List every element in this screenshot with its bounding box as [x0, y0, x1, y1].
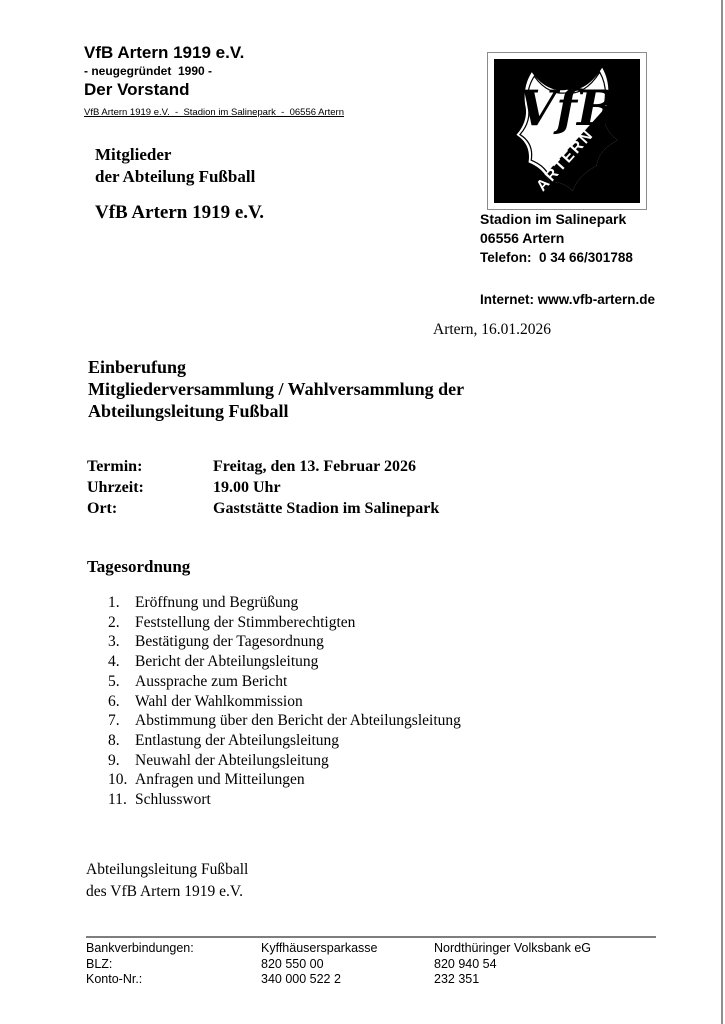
footer-bank2-blz: 820 940 54 — [434, 956, 497, 971]
logo-banner: ARTERN — [533, 125, 598, 195]
meeting-label: Uhrzeit: — [87, 479, 144, 496]
footer-row-banks — [86, 941, 656, 957]
meeting-value: Gaststätte Stadion im Salinepark — [213, 500, 440, 517]
footer-row-blz — [86, 957, 656, 973]
agenda-title: Tagesordnung — [87, 557, 191, 576]
date-line: Artern, 16.01.2026 — [433, 321, 551, 338]
page-edge-line — [721, 0, 723, 1024]
recipient-line-1: Mitglieder — [95, 145, 172, 164]
agenda-item: Neuwahl der Abteilungsleitung — [135, 751, 329, 769]
subject-line-3: Abteilungsleitung Fußball — [88, 401, 289, 421]
footer-bank2-konto: 232 351 — [434, 972, 480, 986]
meeting-row-ort — [87, 498, 439, 519]
agenda-item: Anfragen und Mitteilungen — [135, 771, 305, 789]
agenda-item: Abstimmung über den Bericht der Abteilungsleitung — [135, 712, 461, 730]
sender-line: VfB Artern 1919 e.V. - Stadion im Salinepark - 06556 Artern — [84, 107, 344, 118]
contact-address-line-2: 06556 Artern — [480, 230, 565, 246]
meeting-row-termin — [87, 456, 439, 477]
contact-phone: Telefon: 0 34 66/301788 — [480, 250, 633, 265]
footer-bank1-blz: 820 550 00 — [261, 956, 324, 971]
footer-row-konto — [86, 972, 656, 988]
footer-label: Konto-Nr.: — [86, 972, 143, 986]
agenda-item: Bericht der Abteilungsleitung — [135, 653, 319, 671]
signature-line-1: Abteilungsleitung Fußball — [86, 861, 249, 878]
meeting-value: Freitag, den 13. Februar 2026 — [213, 458, 416, 475]
recipient-name: VfB Artern 1919 e.V. — [95, 202, 265, 223]
footer-bank1-name: Kyffhäusersparkasse — [261, 941, 378, 955]
contact-website: Internet: www.vfb-artern.de — [480, 292, 656, 307]
meeting-label: Termin: — [87, 458, 143, 475]
agenda-item: Schlusswort — [135, 791, 211, 809]
recipient-block — [95, 144, 264, 225]
club-logo — [487, 52, 647, 210]
agenda-item: Entlastung der Abteilungsleitung — [135, 731, 340, 749]
org-name: VfB Artern 1919 e.V. — [84, 43, 245, 62]
agenda-item: Eröffnung und Begrüßung — [135, 594, 299, 611]
signature-block — [86, 859, 248, 902]
footer-label: BLZ: — [86, 956, 113, 971]
letterhead-subtitle: - neugegründet 1990 - — [84, 64, 213, 78]
agenda-item: Bestätigung der Tagesordnung — [135, 633, 324, 651]
subject-line-2: Mitgliederversammlung / Wahlversammlung der — [88, 379, 465, 399]
agenda-item: Feststellung der Stimmberechtigten — [135, 613, 356, 631]
subject-heading — [88, 356, 464, 422]
contact-address-line-1: Stadion im Salinepark — [480, 211, 627, 227]
recipient-line-2: der Abteilung Fußball — [95, 167, 256, 186]
signature-line-2: des VfB Artern 1919 e.V. — [86, 882, 243, 900]
meeting-label: Ort: — [87, 500, 118, 517]
meeting-details — [87, 456, 439, 519]
club-logo-field — [494, 59, 640, 203]
footer-bank1-konto: 340 000 522 2 — [261, 972, 341, 986]
letterhead-department: Der Vorstand — [84, 80, 190, 99]
subject-line-1: Einberufung — [88, 357, 187, 377]
meeting-value: 19.00 Uhr — [213, 479, 281, 496]
meeting-row-uhrzeit — [87, 477, 439, 498]
letterhead — [84, 42, 344, 119]
agenda-list — [108, 593, 588, 810]
contact-block — [480, 210, 655, 309]
agenda-section — [108, 593, 588, 810]
logo-monogram: VfB — [518, 80, 618, 137]
agenda-item: Wahl der Wahlkommission — [135, 692, 303, 710]
footer-label: Bankverbindungen: — [86, 941, 194, 955]
footer-bank2-name: Nordthüringer Volksbank eG — [434, 941, 592, 955]
agenda-item: Aussprache zum Bericht — [135, 672, 288, 690]
club-crest-icon — [494, 59, 640, 203]
footer — [86, 936, 656, 988]
